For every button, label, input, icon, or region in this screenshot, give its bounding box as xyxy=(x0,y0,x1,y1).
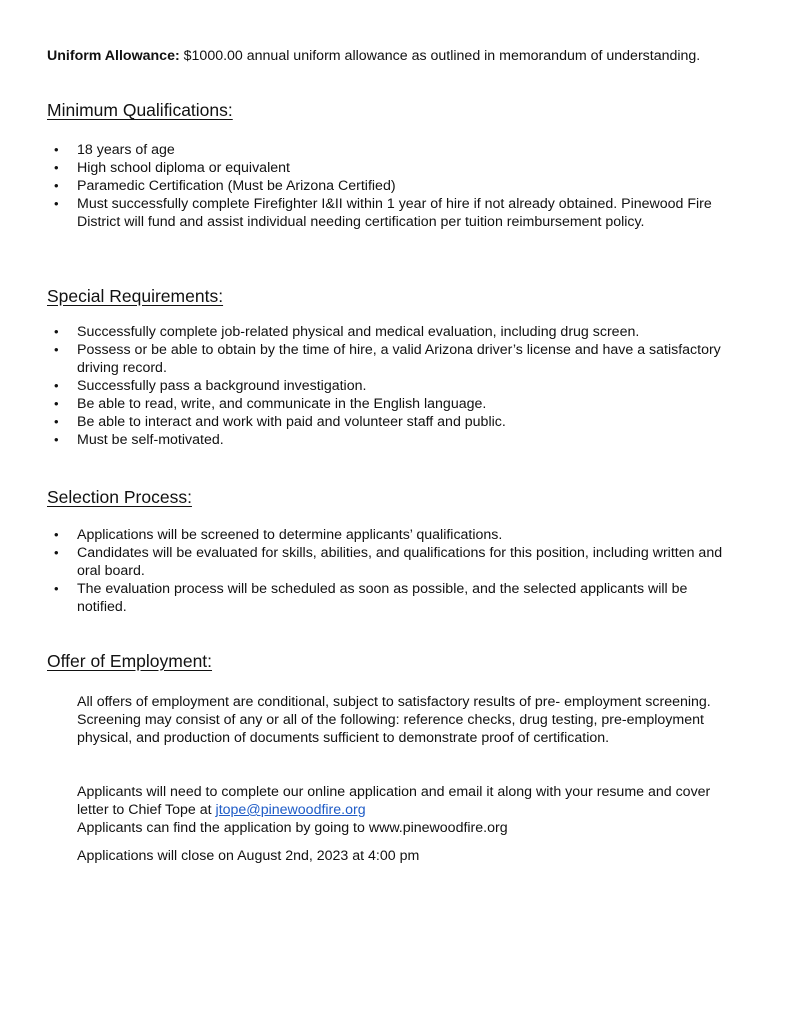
min-qualifications-list xyxy=(47,141,727,231)
list-item: • The evaluation process will be scheduled as soon as possible, and the selected applicants will be notified. xyxy=(47,580,727,616)
list-item: • Must be self-motivated. xyxy=(47,431,727,449)
list-item: • Successfully pass a background investigation. xyxy=(47,377,727,395)
list-item: • Paramedic Certification (Must be Arizona Certified) xyxy=(47,177,727,195)
apply-instructions-text: Applicants will need to complete our online application and email it along with your resume and cover letter to Chief Tope at xyxy=(77,784,711,818)
uniform-allowance xyxy=(47,47,747,65)
list-item: • Applications will be screened to determine applicants’ qualifications. xyxy=(47,526,727,544)
list-item: • Possess or be able to obtain by the time of hire, a valid Arizona driver’s license and have a satisfactory driving record. xyxy=(47,341,727,377)
list-item: • Be able to read, write, and communicate in the English language. xyxy=(47,395,727,413)
list-item: • Be able to interact and work with paid and volunteer staff and public. xyxy=(47,413,727,431)
offer-conditions-paragraph: All offers of employment are conditional, subject to satisfactory results of pre- employment screening. Screening may consist of any or all of the following: reference checks, drug testing, pre-employment physical, and production of documents sufficient to demonstrate proof of certification. xyxy=(77,694,711,746)
uniform-allowance-label: Uniform Allowance: xyxy=(47,48,180,64)
special-requirements-heading: Special Requirements: xyxy=(47,286,224,306)
list-item: • High school diploma or equivalent xyxy=(47,159,727,177)
list-item: • Must successfully complete Firefighter I&II within 1 year of hire if not already obtained. Pinewood Fire District will fund and assist individual needing certification per tuition reimbursement policy. xyxy=(47,195,727,231)
list-item: • Successfully complete job-related physical and medical evaluation, including drug screen. xyxy=(47,323,727,341)
selection-process-heading: Selection Process: xyxy=(47,487,192,507)
offer-of-employment-heading: Offer of Employment: xyxy=(47,651,213,671)
uniform-allowance-text: $1000.00 annual uniform allowance as outlined in memorandum of understanding. xyxy=(179,48,701,64)
min-qualifications-heading: Minimum Qualifications: xyxy=(47,100,233,120)
apply-instructions-paragraph xyxy=(77,783,737,819)
application-website-text: Applicants can find the application by going to www.pinewoodfire.org xyxy=(77,820,508,836)
list-item: • Candidates will be evaluated for skills, abilities, and qualifications for this position, including written and oral board. xyxy=(47,544,727,580)
list-item: • 18 years of age xyxy=(47,141,727,159)
special-requirements-list xyxy=(47,323,727,449)
selection-process-list xyxy=(47,526,727,616)
application-close-date: Applications will close on August 2nd, 2023 at 4:00 pm xyxy=(77,848,420,864)
email-link[interactable]: jtope@pinewoodfire.org xyxy=(215,802,366,818)
